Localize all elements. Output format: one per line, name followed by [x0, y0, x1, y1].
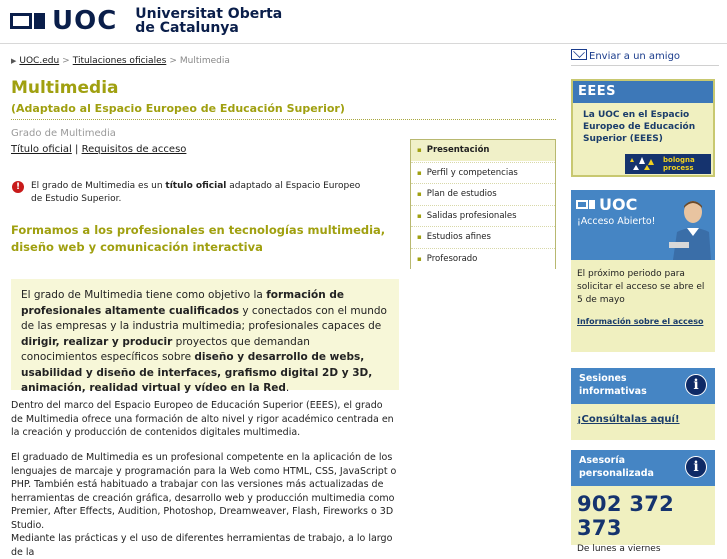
info-icon: i [685, 456, 707, 478]
objective-bold: dirigir, realizar y producir [21, 335, 173, 348]
uoc-small-logo-word: UOC [599, 195, 638, 214]
degree-name: Grado de Multimedia [11, 128, 116, 139]
official-title-link[interactable]: Título oficial [11, 144, 72, 155]
objective-text: El grado de Multimedia tiene como objetivo la [21, 289, 267, 301]
breadcrumb-separator: > [169, 56, 177, 66]
open-access-info [571, 307, 715, 328]
info-sessions-header [571, 368, 715, 404]
breadcrumb [11, 56, 230, 66]
breadcrumb-separator: > [62, 56, 70, 66]
objective-text: . [285, 382, 290, 394]
bologna-stars-icon [629, 157, 655, 171]
opening-hours: De lunes a viernes [577, 544, 661, 554]
link-separator: | [75, 144, 79, 155]
body-paragraph: El graduado de Multimedia es un profesional competente en la aplicación de los lenguajes de marcaje y programación para la Web como HTML, CSS, JavaScript o PHP. También está habituado a trabajar con las versiones más actualizadas de herramientas de creación gráfica, desarrollo web y producción multimedia como Premier, After Effects, Audition, Photoshop, Dreamweaver, Flash, Fireworks o 3D Studio. [11, 452, 397, 531]
degree-links [11, 144, 186, 155]
bologna-line1: bologna [663, 156, 695, 164]
uoc-small-logo [576, 195, 637, 214]
breadcrumb-item-current: Multimedia [179, 56, 230, 66]
section-nav-item-presentacion[interactable]: ▪ Presentación [411, 140, 555, 162]
notice-text-after: adaptado al Espacio Europeo de Estudio Superior. [31, 181, 361, 204]
open-access-tag: ¡Acceso Abierto! [577, 216, 656, 227]
eees-banner[interactable] [571, 79, 715, 177]
university-name-line2: de Catalunya [135, 20, 239, 36]
bologna-process-logo [625, 154, 711, 174]
info-sessions-link-wrap [571, 404, 715, 425]
student-photo [669, 198, 711, 260]
phone-number[interactable]: 902 372 373 [577, 492, 675, 540]
advice-header [571, 450, 715, 486]
eees-banner-text: La UOC en el Espacio Europeo de Educación Superior (EEES) [583, 110, 696, 144]
objective-text: proyectos que demandan conocimientos específicos sobre [21, 335, 310, 363]
eees-banner-header: EEES [573, 81, 713, 103]
uoc-logo-word: UOC [52, 6, 118, 36]
access-requirements-link[interactable]: Requisitos de acceso [81, 144, 187, 155]
university-name-line1: Universitat Oberta [135, 6, 283, 22]
bologna-line2: process [663, 164, 694, 172]
advice-box [571, 450, 715, 554]
open-access-text: El próximo periodo para solicitar el acceso se abre el 5 de mayo [577, 269, 705, 305]
header-divider [0, 43, 727, 44]
section-nav-item-plan[interactable]: ▪ Plan de estudios [411, 183, 555, 205]
section-nav [410, 139, 556, 269]
title-divider [11, 119, 556, 120]
objective-box [11, 279, 399, 394]
objective-text: y conectados con el mundo de las empresas y la industria multimedia; profesionales capaces de [21, 304, 387, 332]
section-nav-item-perfil[interactable]: ▪ Perfil y competencias [411, 162, 555, 184]
advice-title: Asesoría personalizada [579, 455, 654, 479]
breadcrumb-item-titulaciones[interactable]: Titulaciones oficiales [72, 56, 167, 66]
breadcrumb-arrow-icon: ▶ [11, 57, 17, 65]
breadcrumb-item-uoc[interactable]: UOC.edu [19, 56, 60, 66]
page-subtitle: (Adaptado al Espacio Europeo de Educación Superior) [11, 102, 345, 115]
page-title: Multimedia [11, 78, 119, 98]
body-paragraph: Mediante las prácticas y el uso de diferentes herramientas de trabajo, a lo largo de la [11, 533, 393, 558]
section-nav-item-estudios[interactable]: ▪ Estudios afines [411, 226, 555, 248]
site-header [0, 0, 727, 44]
info-sessions-box [571, 368, 715, 440]
envelope-icon [571, 49, 587, 60]
notice-text-bold: título oficial [165, 181, 227, 191]
send-to-friend-label: Enviar a un amigo [589, 51, 681, 62]
open-access-banner[interactable] [571, 190, 715, 352]
body-paragraph: Dentro del marco del Espacio Europeo de Educación Superior (EEES), el grado de Multimedia ofrece una formación de alto nivel y rigor académico centrada en la creación y producción de contenidos digitales multimedia. [11, 400, 394, 438]
lead-title: Formamos a los profesionales en tecnologías multimedia, diseño web y comunicación interactiva [11, 223, 386, 254]
access-info-link[interactable]: Información sobre el acceso [577, 317, 704, 326]
notice-text-before: El grado de Multimedia es un [31, 181, 166, 191]
uoc-logo[interactable] [10, 6, 282, 36]
sidebar-divider [571, 65, 719, 66]
info-sessions-title: Sesiones informativas [579, 373, 647, 397]
university-name [135, 7, 282, 35]
info-icon: i [685, 374, 707, 396]
objective-bold: formación de profesionales altamente cualificados [21, 289, 344, 317]
send-to-friend-link[interactable] [571, 49, 680, 62]
official-notice [31, 180, 371, 206]
consult-sessions-link[interactable]: ¡Consúltalas aquí! [577, 414, 680, 425]
section-nav-item-profesorado[interactable]: ▪ Profesorado [411, 248, 555, 270]
open-access-header [571, 190, 715, 260]
alert-icon: ! [12, 181, 24, 193]
section-nav-item-salidas[interactable]: ▪ Salidas profesionales [411, 205, 555, 227]
objective-bold: diseño y desarrollo de webs, usabilidad y diseño de interfaces, grafismo digital 2D y 3D, animación, realidad virtual y vídeo en la Red [21, 351, 373, 394]
uoc-logo-mark [10, 13, 52, 29]
